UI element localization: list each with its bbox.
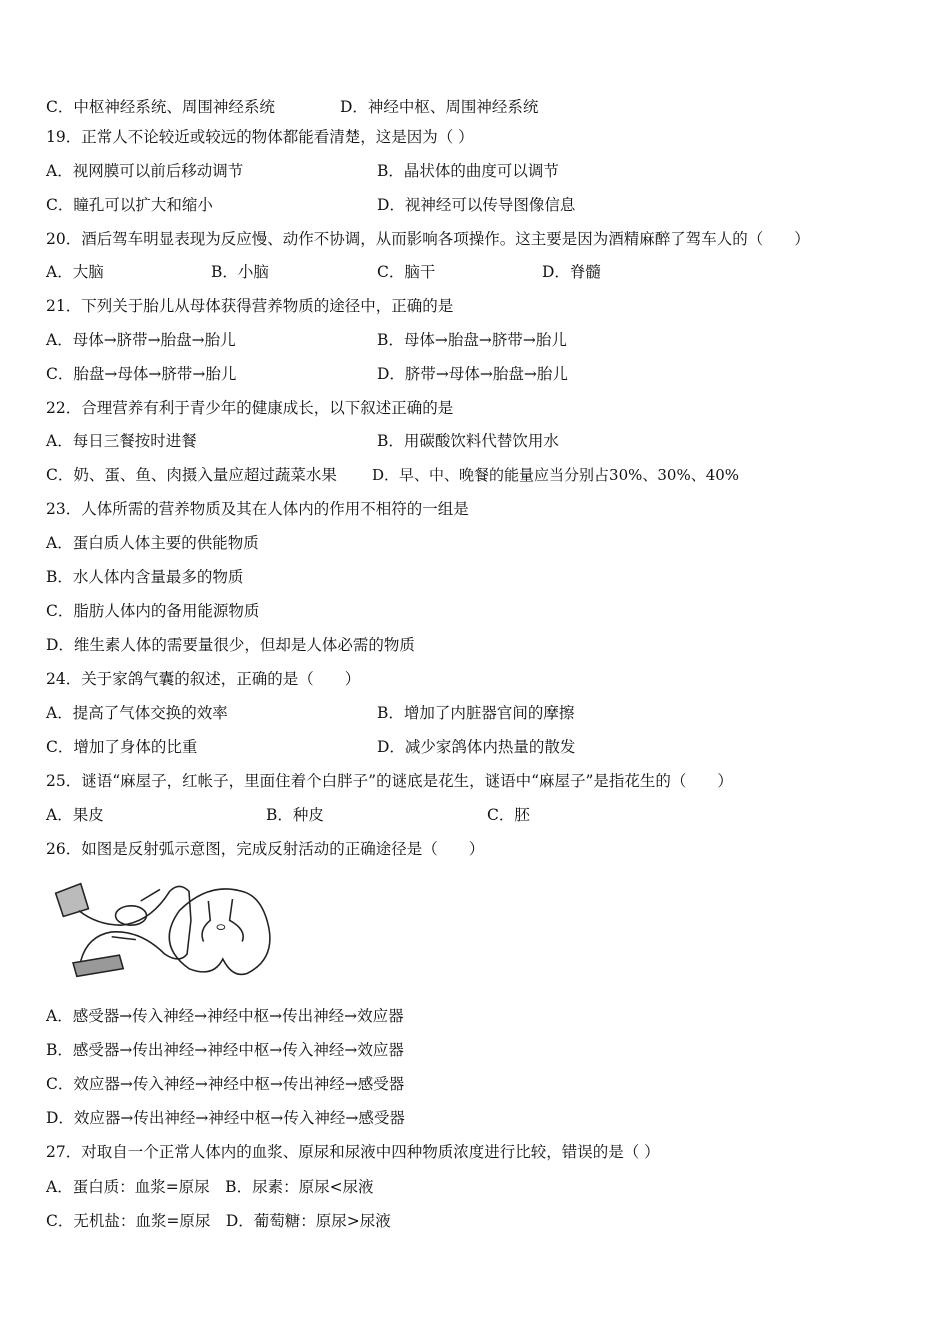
q22-option-a: A．每日三餐按时进餐 — [46, 432, 197, 450]
q24-stem: 24．关于家鸽气囊的叙述，正确的是（ ） — [46, 670, 361, 688]
q22-option-c: C．奶、蛋、鱼、肉摄入量应超过蔬菜水果 — [46, 466, 337, 484]
q23-option-d: D．维生素人体的需要量很少，但却是人体必需的物质 — [46, 636, 415, 654]
q27-stem: 27．对取自一个正常人体内的血浆、原尿和尿液中四种物质浓度进行比较，错误的是（ ） — [46, 1143, 660, 1161]
q19-stem: 19．正常人不论较近或较远的物体都能看清楚，这是因为（ ） — [46, 128, 474, 146]
q25-option-c: C．胚 — [487, 806, 530, 824]
q21-stem: 21．下列关于胎儿从母体获得营养物质的途径中，正确的是 — [46, 297, 454, 315]
q21-option-b: B．母体→胎盘→脐带→胎儿 — [377, 331, 567, 349]
q23-option-b: B．水人体内含量最多的物质 — [46, 568, 244, 586]
q23-option-c: C．脂肪人体内的备用能源物质 — [46, 602, 260, 620]
reflex-arc-diagram — [44, 872, 276, 988]
q24-option-b: B．增加了内脏器官间的摩擦 — [377, 704, 575, 722]
q21-option-d: D．脐带→母体→胎盘→胎儿 — [377, 365, 568, 383]
q24-option-a: A．提高了气体交换的效率 — [46, 704, 228, 722]
q24-option-d: D．减少家鸽体内热量的散发 — [377, 738, 576, 756]
q25-option-b: B．种皮 — [266, 806, 324, 824]
q24-option-c: C．增加了身体的比重 — [46, 738, 198, 756]
q27-options-ab: A．蛋白质：血浆=原尿 B．尿素：原尿<尿液 — [46, 1178, 374, 1196]
q20-option-b: B．小脑 — [211, 263, 269, 281]
q26-option-b: B．感受器→传出神经→神经中枢→传入神经→效应器 — [46, 1041, 404, 1059]
q25-stem: 25．谜语“麻屋子，红帐子，里面住着个白胖子”的谜底是花生，谜语中“麻屋子”是指花生的（ ） — [46, 772, 733, 790]
q18-option-d: D．神经中枢、周围神经系统 — [340, 98, 539, 116]
q26-option-c: C．效应器→传入神经→神经中枢→传出神经→感受器 — [46, 1075, 405, 1093]
q22-stem: 22．合理营养有利于青少年的健康成长，以下叙述正确的是 — [46, 399, 454, 417]
q20-option-d: D．脊髓 — [542, 263, 601, 281]
q19-option-c: C．瞳孔可以扩大和缩小 — [46, 196, 213, 214]
q19-option-a: A．视网膜可以前后移动调节 — [46, 162, 244, 180]
q20-option-c: C．脑干 — [377, 263, 436, 281]
q26-stem: 26．如图是反射弧示意图，完成反射活动的正确途径是（ ） — [46, 840, 485, 858]
q22-option-b: B．用碳酸饮料代替饮用水 — [377, 432, 559, 450]
q20-stem: 20．酒后驾车明显表现为反应慢、动作不协调，从而影响各项操作。这主要是因为酒精麻醉了驾车人的（ ） — [46, 230, 810, 248]
q18-option-c: C．中枢神经系统、周围神经系统 — [46, 98, 275, 116]
q23-option-a: A．蛋白质人体主要的供能物质 — [46, 534, 259, 552]
q25-option-a: A．果皮 — [46, 806, 104, 824]
q26-option-a: A．感受器→传入神经→神经中枢→传出神经→效应器 — [46, 1007, 404, 1025]
q21-option-c: C．胎盘→母体→脐带→胎儿 — [46, 365, 237, 383]
q23-stem: 23．人体所需的营养物质及其在人体内的作用不相符的一组是 — [46, 500, 469, 518]
q19-option-b: B．晶状体的曲度可以调节 — [377, 162, 559, 180]
q19-option-d: D．视神经可以传导图像信息 — [377, 196, 576, 214]
q22-option-d: D．早、中、晚餐的能量应当分别占30%、30%、40% — [372, 466, 740, 484]
q27-options-cd: C．无机盐：血浆=原尿 D．葡萄糖：原尿>尿液 — [46, 1212, 391, 1230]
q21-option-a: A．母体→脐带→胎盘→胎儿 — [46, 331, 236, 349]
q20-option-a: A．大脑 — [46, 263, 104, 281]
q26-option-d: D．效应器→传出神经→神经中枢→传入神经→感受器 — [46, 1109, 405, 1127]
